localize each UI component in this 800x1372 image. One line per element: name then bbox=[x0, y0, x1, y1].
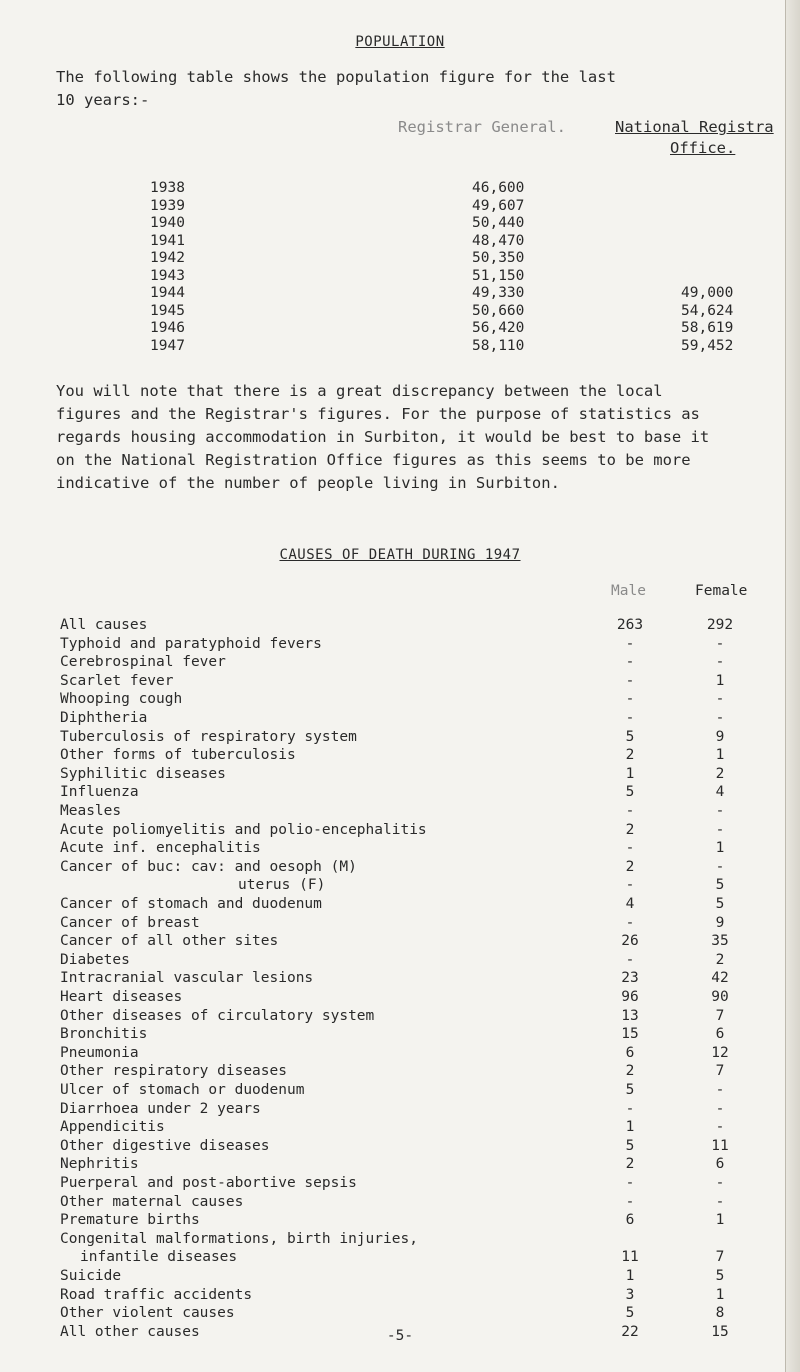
female-count: 7 bbox=[715, 1249, 725, 1266]
registrar-cell: 46,600 bbox=[472, 180, 525, 196]
female-count: 5 bbox=[715, 1268, 725, 1284]
female-count: 90 bbox=[711, 989, 729, 1005]
male-count: 26 bbox=[621, 933, 639, 950]
male-count: - bbox=[625, 654, 635, 671]
female-count: 7 bbox=[715, 1007, 725, 1024]
female-count: - bbox=[715, 635, 725, 652]
col-header-registrar: Registrar General. bbox=[398, 118, 566, 136]
male-count: 2 bbox=[625, 858, 635, 875]
male-count: - bbox=[625, 877, 635, 894]
cause-label: Typhoid and paratyphoid fevers bbox=[60, 635, 322, 652]
male-count: 13 bbox=[621, 1007, 639, 1024]
cause-label: Acute inf. encephalitis bbox=[60, 840, 261, 857]
female-count: 292 bbox=[706, 617, 734, 633]
cause-label: Other diseases of circulatory system bbox=[60, 1007, 375, 1024]
male-count: 2 bbox=[625, 1063, 635, 1080]
male-count: 2 bbox=[625, 1156, 635, 1173]
registrar-cell: 49,330 bbox=[472, 285, 525, 301]
female-count: 8 bbox=[715, 1305, 725, 1322]
year-cell: 1942 bbox=[150, 250, 185, 266]
registrar-cell: 50,350 bbox=[472, 250, 525, 266]
male-count: 96 bbox=[621, 989, 639, 1005]
female-count: 1 bbox=[715, 1212, 725, 1229]
cause-label: Pneumonia bbox=[60, 1044, 139, 1061]
nro-cell: 49,000 bbox=[681, 285, 734, 301]
registrar-cell: 48,470 bbox=[472, 232, 525, 249]
male-count: 15 bbox=[621, 1026, 639, 1043]
year-cell: 1943 bbox=[150, 267, 185, 284]
female-count: 7 bbox=[715, 1063, 725, 1080]
page-number: -5- bbox=[386, 1328, 414, 1344]
cause-label: Whooping cough bbox=[60, 691, 183, 708]
female-count: 1 bbox=[715, 672, 725, 689]
male-count: 4 bbox=[625, 896, 635, 912]
discrepancy-note: You will note that there is a great discrepancy between the local figures and the Registrar's figures. For the purpose of statistics as regards housing accommodation in Surbiton, it would be best to base it on the National Registration Office figures as this seems to be more indicative of the number of people living in Surbiton. bbox=[56, 382, 710, 492]
female-count: - bbox=[715, 691, 725, 708]
cause-label: Measles bbox=[60, 803, 122, 819]
cause-label: Suicide bbox=[60, 1268, 122, 1284]
year-cell: 1938 bbox=[150, 180, 185, 196]
year-cell: 1947 bbox=[150, 337, 185, 354]
cause-label: Cerebrospinal fever bbox=[60, 654, 226, 671]
col-header-nro-line2: Office. bbox=[670, 139, 736, 157]
cause-label: uterus (F) bbox=[238, 877, 326, 894]
male-count: - bbox=[625, 672, 635, 689]
male-count: - bbox=[625, 710, 635, 726]
cause-label: Acute poliomyelitis and polio-encephalitis bbox=[60, 821, 427, 838]
cause-label: Bronchitis bbox=[60, 1026, 148, 1043]
female-count: 2 bbox=[715, 765, 725, 782]
cause-label: Other digestive diseases bbox=[60, 1137, 270, 1154]
male-count: 5 bbox=[625, 728, 635, 745]
male-count: 23 bbox=[621, 970, 639, 987]
female-count: 11 bbox=[711, 1137, 729, 1154]
registrar-cell: 50,660 bbox=[472, 302, 525, 319]
col-header-female: Female bbox=[695, 583, 748, 599]
male-count: - bbox=[625, 691, 635, 708]
cause-label: All other causes bbox=[60, 1323, 200, 1340]
male-count: 5 bbox=[625, 1305, 635, 1322]
cause-label: Other violent causes bbox=[60, 1305, 235, 1322]
cause-label: Cancer of buc: cav: and oesoph (M) bbox=[60, 858, 357, 875]
year-cell: 1941 bbox=[150, 232, 185, 249]
cause-label: Cancer of all other sites bbox=[60, 933, 279, 950]
male-count: 5 bbox=[625, 1137, 635, 1154]
female-count: 9 bbox=[715, 914, 725, 931]
female-count: 6 bbox=[715, 1026, 725, 1043]
year-cell: 1944 bbox=[150, 285, 185, 301]
cause-label: All causes bbox=[60, 617, 148, 633]
registrar-cell: 58,110 bbox=[472, 337, 525, 354]
cause-label: Syphilitic diseases bbox=[60, 765, 226, 782]
cause-label: Influenza bbox=[60, 784, 139, 801]
female-count: - bbox=[715, 1100, 725, 1117]
male-count: - bbox=[625, 1193, 635, 1210]
cause-label: Other respiratory diseases bbox=[60, 1063, 287, 1080]
cause-label: Diphtheria bbox=[60, 710, 148, 726]
female-count: 4 bbox=[715, 784, 725, 801]
cause-label: Scarlet fever bbox=[60, 672, 174, 689]
nro-cell: 54,624 bbox=[681, 302, 734, 319]
female-count: - bbox=[715, 654, 725, 671]
male-count: 1 bbox=[625, 1119, 635, 1136]
year-cell: 1940 bbox=[150, 215, 185, 231]
registrar-cell: 50,440 bbox=[472, 215, 525, 231]
cause-label: Congenital malformations, birth injuries, bbox=[60, 1230, 418, 1247]
male-count: 6 bbox=[625, 1044, 635, 1061]
cause-label: Puerperal and post-abortive sepsis bbox=[60, 1175, 357, 1191]
registrar-cell: 56,420 bbox=[472, 320, 525, 336]
female-count: - bbox=[715, 1175, 725, 1191]
female-count: - bbox=[715, 821, 725, 838]
male-count: - bbox=[625, 1100, 635, 1117]
cause-label: Intracranial vascular lesions bbox=[60, 970, 314, 987]
cause-label: infantile diseases bbox=[80, 1249, 238, 1266]
cause-label: Road traffic accidents bbox=[60, 1286, 253, 1303]
nro-cell: 59,452 bbox=[681, 337, 734, 354]
male-count: - bbox=[625, 840, 635, 857]
year-cell: 1939 bbox=[150, 197, 185, 214]
female-count: 15 bbox=[711, 1323, 729, 1340]
male-count: - bbox=[625, 951, 635, 968]
cause-label: Other forms of tuberculosis bbox=[60, 747, 296, 764]
cause-label: Ulcer of stomach or duodenum bbox=[60, 1082, 305, 1098]
female-count: - bbox=[715, 803, 725, 819]
female-count: 1 bbox=[715, 1286, 725, 1303]
male-count: 6 bbox=[625, 1212, 635, 1229]
causes-title: CAUSES OF DEATH DURING 1947 bbox=[279, 547, 521, 563]
male-count: - bbox=[625, 803, 635, 819]
male-count: 22 bbox=[621, 1323, 639, 1340]
col-header-nro: National Registra bbox=[615, 118, 774, 136]
male-count: 2 bbox=[625, 747, 635, 764]
female-count: 9 bbox=[715, 728, 725, 745]
cause-label: Cancer of breast bbox=[60, 914, 200, 931]
male-count: 1 bbox=[625, 1268, 635, 1284]
male-count: - bbox=[625, 914, 635, 931]
male-count: 5 bbox=[625, 1082, 635, 1098]
female-count: 5 bbox=[715, 896, 725, 912]
male-count: - bbox=[625, 635, 635, 652]
cause-label: Nephritis bbox=[60, 1156, 139, 1173]
cause-label: Diarrhoea under 2 years bbox=[60, 1100, 261, 1117]
cause-label: Cancer of stomach and duodenum bbox=[60, 896, 322, 912]
male-count: - bbox=[625, 1175, 635, 1191]
female-count: - bbox=[715, 1082, 725, 1098]
page-title: POPULATION bbox=[355, 34, 445, 50]
cause-label: Other maternal causes bbox=[60, 1193, 244, 1210]
male-count: 1 bbox=[625, 765, 635, 782]
registrar-cell: 51,150 bbox=[472, 267, 525, 284]
cause-label: Premature births bbox=[60, 1212, 200, 1229]
col-header-male: Male bbox=[611, 583, 646, 599]
female-count: 1 bbox=[715, 840, 725, 857]
female-count: 2 bbox=[715, 951, 725, 968]
intro-paragraph: The following table shows the population figure for the last 10 years:- bbox=[56, 68, 616, 109]
nro-cell: 58,619 bbox=[681, 320, 734, 336]
female-count: 6 bbox=[715, 1156, 725, 1173]
male-count: 11 bbox=[621, 1249, 639, 1266]
female-count: - bbox=[715, 1193, 725, 1210]
female-count: - bbox=[715, 858, 725, 875]
year-cell: 1945 bbox=[150, 302, 185, 319]
male-count: 263 bbox=[616, 617, 644, 633]
female-count: 12 bbox=[711, 1044, 729, 1061]
male-count: 5 bbox=[625, 784, 635, 801]
adjacent-page-edge bbox=[785, 0, 800, 1372]
female-count: - bbox=[715, 710, 725, 726]
female-count: 35 bbox=[711, 933, 729, 950]
cause-label: Heart diseases bbox=[60, 989, 183, 1005]
female-count: - bbox=[715, 1119, 725, 1136]
female-count: 42 bbox=[711, 970, 729, 987]
male-count: 2 bbox=[625, 821, 635, 838]
cause-label: Appendicitis bbox=[60, 1119, 165, 1136]
registrar-cell: 49,607 bbox=[472, 197, 525, 214]
female-count: 5 bbox=[715, 877, 725, 894]
male-count: 3 bbox=[625, 1286, 635, 1303]
cause-label: Diabetes bbox=[60, 951, 130, 968]
female-count: 1 bbox=[715, 747, 725, 764]
year-cell: 1946 bbox=[150, 320, 185, 336]
cause-label: Tuberculosis of respiratory system bbox=[60, 728, 357, 745]
